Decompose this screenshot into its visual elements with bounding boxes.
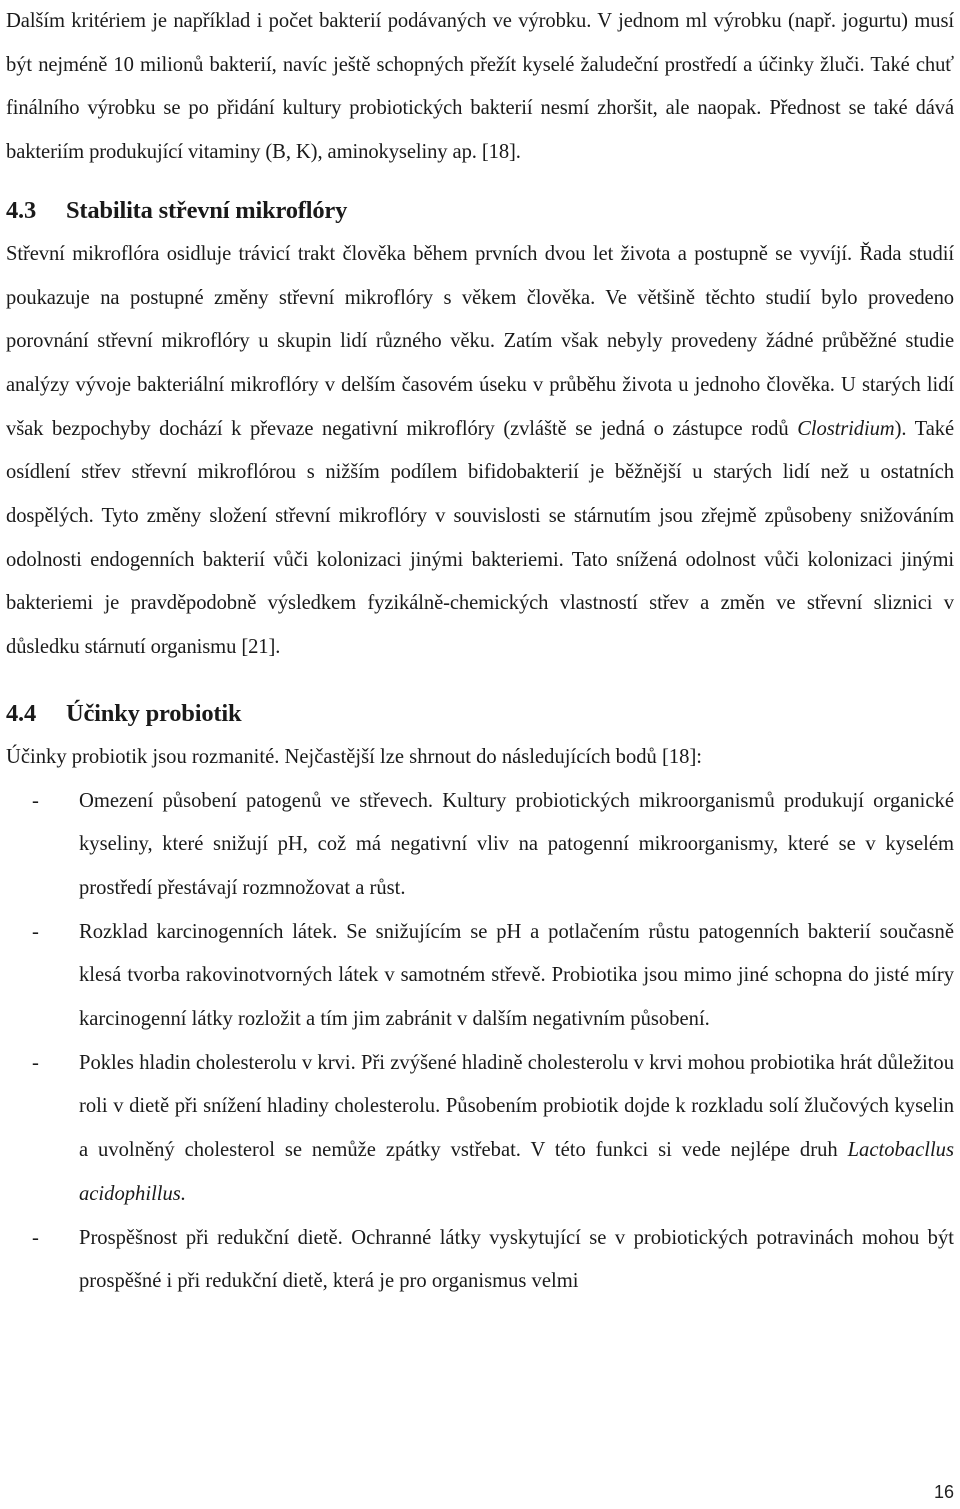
section-4-3-paragraph [6, 233, 954, 670]
list-item [6, 1042, 954, 1217]
page-content [6, 0, 954, 1304]
section-title: Účinky probiotik [66, 699, 242, 727]
section-number: 4.4 [6, 699, 37, 727]
bullet-dash: - [32, 1051, 39, 1074]
intro-paragraph: Dalším kritériem je například i počet bakterií podávaných ve výrobku. V jednom ml výrobku (např. jogurtu) musí být nejméně 10 milionů bakterií, navíc ještě schopných přežít kyselé žaludeční prostředí a účinky žluči. Také chuť finálního výrobku se po přidání kultury probiotických bakterií nesmí zhoršit, ale naopak. Přednost se také dává bakteriím produkující vitaminy (B, K), aminokyseliny ap. [18]. [6, 10, 954, 164]
list-item-text: Pokles hladin cholesterolu v krvi. Při zvýšené hladině cholesterolu v krvi mohou probiotika hrát důležitou roli v dietě při snížení hladiny cholesterolu. Působením probiotik dojde k rozkladu solí žlučových kyselin a uvolněný cholesterol se nemůže zpátky vstřebat. V této funkci si vede nejlépe druh [79, 1051, 954, 1162]
bullet-dash: - [32, 1226, 39, 1249]
section-number: 4.3 [6, 196, 37, 224]
paragraph-text: ). Také osídlení střev střevní mikroflórou s nižším podílem bifidobakterií je běžnější u starých lidí než u ostatních dospělých. Tyto změny složení střevní mikroflóry v souvislosti se stárnutím jsou zřejmě způsobeny snižováním odolnosti endogenních bakterií vůči kolonizaci jinými bakteriemi. Tato snížená odolnost vůči kolonizaci jinými bakteriemi je pravděpodobně výsledkem fyzikálně-chemických vlastností střev a změn ve střevní sliznici v důsledku stárnutí organismu [21]. [6, 417, 954, 659]
paragraph-text: Střevní mikroflóra osidluje trávicí trakt člověka během prvních dvou let života a postupně se vyvíjí. Řada studií poukazuje na postupné změny střevní mikroflóry s věkem člověka. Ve většině těchto studií bylo provedeno porovnání střevní mikroflóry u skupin lidí různého věku. Zatím však nebyly provedeny žádné průběžné studie analýzy vývoje bakteriální mikroflóry v delším časovém úseku v průběhu života u jednoho člověka. U starých lidí však bezpochyby dochází k převaze negativní mikroflóry (zvláště se jedná o zástupce rodů [6, 242, 954, 440]
section-title: Stabilita střevní mikroflóry [66, 196, 348, 224]
page-number: 16 [933, 1482, 954, 1502]
list-item [6, 911, 954, 1042]
species-name: Lactobacllus acidophillus. [79, 1139, 954, 1205]
list-item [6, 1217, 954, 1304]
effects-list [6, 780, 954, 1304]
section-heading-4-3 [6, 189, 954, 233]
section-4-4-lead: Účinky probiotik jsou rozmanité. Nejčastější lze shrnout do následujících bodů [18]: [6, 745, 703, 768]
list-item-text: Prospěšnost při redukční dietě. Ochranné látky vyskytující se v probiotických potravinách mohou být prospěšné i při redukční dietě, která je pro organismus velmi [79, 1226, 954, 1293]
genus-name: Clostridium [797, 417, 895, 440]
bullet-dash: - [32, 789, 39, 812]
list-item [6, 780, 954, 911]
bullet-dash: - [32, 920, 39, 943]
list-item-text: Omezení působení patogenů ve střevech. Kultury probiotických mikroorganismů produkují organické kyseliny, které snižují pH, což má negativní vliv na patogenní mikroorganismy, které se v kyselém prostředí přestávají rozmnožovat a růst. [79, 789, 954, 899]
section-heading-4-4 [6, 692, 954, 736]
list-item-text: Rozklad karcinogenních látek. Se snižujícím se pH a potlačením růstu patogenních bakterií současně klesá tvorba rakovinotvorných látek v samotném střevě. Probiotika jsou mimo jiné schopna do jisté míry karcinogenní látky rozložit a tím jim zabránit v dalším negativním působení. [79, 920, 954, 1031]
